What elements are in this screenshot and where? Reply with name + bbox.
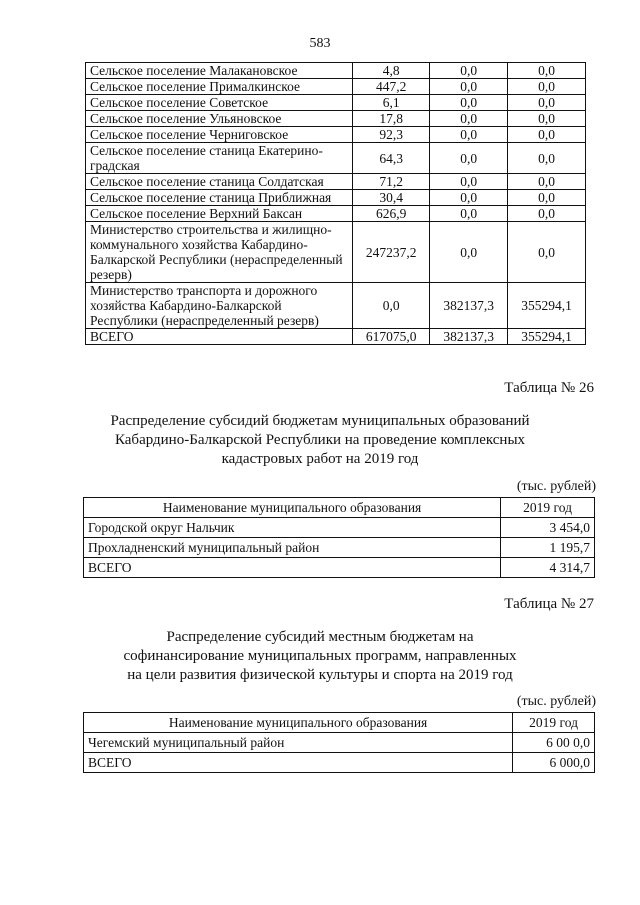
table-row — [84, 558, 595, 578]
title-line: Распределение субсидий бюджетам муниципальных образований — [110, 413, 530, 429]
page-number: 583 — [309, 36, 331, 51]
cell-value: 355294,1 — [508, 329, 586, 345]
cell-value: 0,0 — [508, 79, 586, 95]
cell-value: 0,0 — [508, 174, 586, 190]
cell-name: ВСЕГО — [84, 753, 513, 773]
cell-value: 355294,1 — [508, 283, 586, 329]
cell-value: 92,3 — [353, 127, 430, 143]
column-header: 2019 год — [513, 713, 595, 733]
cell-value: 0,0 — [430, 79, 508, 95]
cell-value: 0,0 — [430, 95, 508, 111]
cell-value: 0,0 — [508, 111, 586, 127]
table-27-title — [0, 628, 640, 685]
table-row — [86, 79, 586, 95]
cell-value: 247237,2 — [353, 222, 430, 283]
cell-value: 0,0 — [430, 127, 508, 143]
cell-value: 0,0 — [508, 95, 586, 111]
column-header: 2019 год — [501, 498, 595, 518]
table-row — [86, 111, 586, 127]
cell-name: Прохладненский муниципальный район — [84, 538, 501, 558]
cell-value: 0,0 — [430, 190, 508, 206]
table-row — [86, 95, 586, 111]
table-row — [86, 222, 586, 283]
cell-name: Чегемский муниципальный район — [84, 733, 513, 753]
table-row — [86, 329, 586, 345]
cell-value: 4,8 — [353, 63, 430, 79]
cell-name: Сельское поселение Малакановское — [86, 63, 353, 79]
cell-name: Сельское поселение Советское — [86, 95, 353, 111]
table-row — [86, 174, 586, 190]
cell-value: 30,4 — [353, 190, 430, 206]
cell-value: 0,0 — [508, 127, 586, 143]
table-row — [84, 518, 595, 538]
title-line: Кабардино-Балкарской Республики на проведение комплексных — [114, 432, 526, 448]
cell-value: 17,8 — [353, 111, 430, 127]
table-row — [86, 127, 586, 143]
column-header: Наименование муниципального образования — [84, 498, 501, 518]
cell-value: 0,0 — [508, 190, 586, 206]
cell-name: Городской округ Нальчик — [84, 518, 501, 538]
table-row — [86, 190, 586, 206]
table-27-units: (тыс. рублей) — [516, 694, 596, 709]
title-line: кадастровых работ на 2019 год — [221, 451, 419, 467]
cell-value: 6 000,0 — [513, 753, 595, 773]
cell-value: 617075,0 — [353, 329, 430, 345]
cell-value: 0,0 — [508, 222, 586, 283]
table-row — [86, 143, 586, 174]
title-line: на цели развития физической культуры и спорта на 2019 год — [127, 667, 513, 683]
cell-name: Сельское поселение Черниговское — [86, 127, 353, 143]
cell-name: Сельское поселение Ульяновское — [86, 111, 353, 127]
table-header-row — [84, 498, 595, 518]
cell-value: 382137,3 — [430, 329, 508, 345]
cell-name: Сельское поселение Верхний Баксан — [86, 206, 353, 222]
table-26 — [83, 497, 595, 578]
cell-value: 71,2 — [353, 174, 430, 190]
cell-value: 0,0 — [508, 206, 586, 222]
table-26-title — [0, 412, 640, 469]
cell-value: 4 314,7 — [501, 558, 595, 578]
column-header: Наименование муниципального образования — [84, 713, 513, 733]
table-27-caption: Таблица № 27 — [504, 596, 594, 612]
cell-value: 6,1 — [353, 95, 430, 111]
cell-value: 0,0 — [508, 63, 586, 79]
cell-value: 382137,3 — [430, 283, 508, 329]
table-row — [86, 63, 586, 79]
cell-value: 0,0 — [508, 143, 586, 174]
table-row — [86, 283, 586, 329]
cell-value: 0,0 — [430, 206, 508, 222]
cell-value: 0,0 — [353, 283, 430, 329]
cell-value: 3 454,0 — [501, 518, 595, 538]
cell-name: Министерство транспорта и дорожного хозяйства Кабардино-Балкарской Республики (нераспределенный резерв) — [86, 283, 353, 329]
cell-value: 0,0 — [430, 111, 508, 127]
title-line: софинансирование муниципальных программ, направленных — [123, 648, 517, 664]
table-26-units: (тыс. рублей) — [516, 479, 596, 494]
cell-name: ВСЕГО — [84, 558, 501, 578]
cell-value: 0,0 — [430, 143, 508, 174]
cell-value: 626,9 — [353, 206, 430, 222]
cell-name: Сельское поселение станица Екатерино-градская — [86, 143, 353, 174]
cell-value: 0,0 — [430, 222, 508, 283]
cell-name: Сельское поселение станица Солдатская — [86, 174, 353, 190]
table-header-row — [84, 713, 595, 733]
cell-name: Министерство строительства и жилищно-коммунального хозяйства Кабардино-Балкарской Республики (нераспределенный резерв) — [86, 222, 353, 283]
cell-name: Сельское поселение Прималкинское — [86, 79, 353, 95]
title-line: Распределение субсидий местным бюджетам на — [166, 629, 474, 645]
cell-value: 0,0 — [430, 63, 508, 79]
table-row — [84, 733, 595, 753]
cell-value: 1 195,7 — [501, 538, 595, 558]
subsidy-table-continued — [85, 62, 586, 345]
table-26-caption: Таблица № 26 — [504, 380, 594, 396]
cell-name: ВСЕГО — [86, 329, 353, 345]
table-row — [84, 753, 595, 773]
cell-value: 0,0 — [430, 174, 508, 190]
cell-value: 64,3 — [353, 143, 430, 174]
cell-name: Сельское поселение станица Приближная — [86, 190, 353, 206]
cell-value: 6 00 0,0 — [513, 733, 595, 753]
table-row — [86, 206, 586, 222]
table-row — [84, 538, 595, 558]
cell-value: 447,2 — [353, 79, 430, 95]
table-27 — [83, 712, 595, 773]
